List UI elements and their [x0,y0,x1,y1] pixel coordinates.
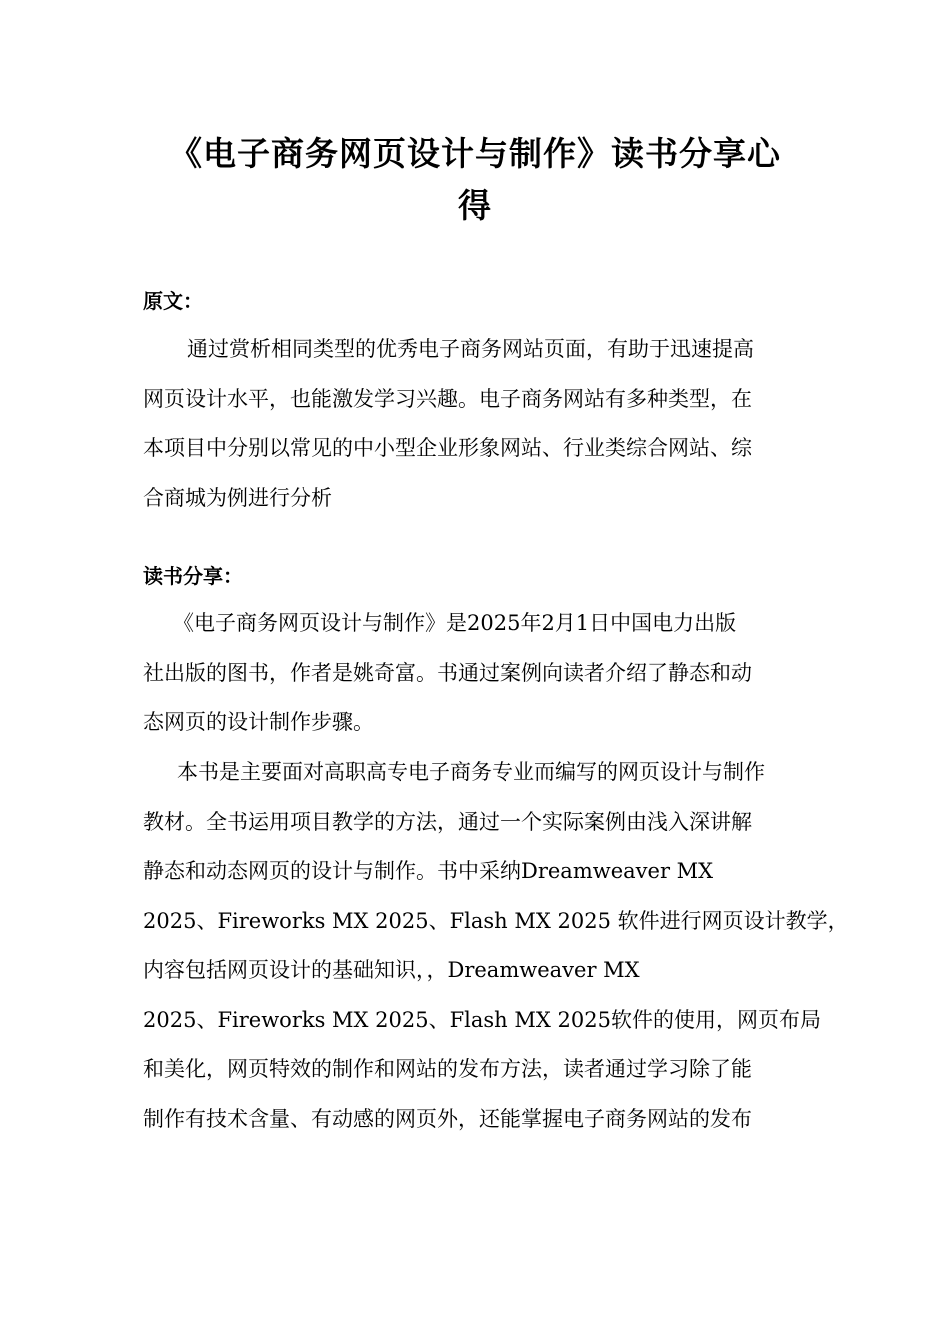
text-line: 合商城为例进行分析 [143,485,332,510]
title-line: 得 [458,186,492,225]
text-line: 2025、Fireworks MX 2025、Flash MX 2025软件的使用，网页布局 [143,1007,821,1032]
text-line: 态网页的设计制作步骤。 [143,710,374,734]
text-line: 和美化，网页特效的制作和网站的发布方法，读者通过学习除了能 [143,1057,752,1081]
text-line: 教材。全书运用项目教学的方法，通过一个实际案例由浅入深讲解 [143,809,752,834]
text-line: 内容包括网页设计的基础知识，，Dreamweaver MX [143,958,640,982]
original-heading: 原文： [143,289,203,313]
text-line: 通过赏析相同类型的优秀电子商务网站页面，有助于迅速提高 [187,337,754,361]
title-line: 《电子商务网页设计与制作》读书分享心 [169,134,781,173]
text-line: 《电子商务网页设计与制作》是2025年2月1日中国电力出版 [173,611,737,635]
text-line: 本项目中分别以常见的中小型企业形象网站、行业类综合网站、综 [143,436,752,460]
text-line: 社出版的图书，作者是姚奇富。书通过案例向读者介绍了静态和动 [143,660,752,685]
text-line: 本书是主要面对高职高专电子商务专业而编写的网页设计与制作 [177,760,765,784]
original-paragraph [143,325,754,523]
text-line: 制作有技术含量、有动感的网页外，还能掌握电子商务网站的发布 [143,1106,752,1131]
text-line: 网页设计水平，也能激发学习兴趣。电子商务网站有多种类型，在 [143,386,752,411]
document-title [120,128,830,232]
share-heading: 读书分享： [143,564,243,588]
text-line: 静态和动态网页的设计与制作。书中采纳Dreamweaver MX [143,859,714,883]
text-line: 2025、Fireworks MX 2025、Flash MX 2025 软件进行网页设计教学， [143,908,849,933]
share-paragraph-1 [143,599,752,748]
share-paragraph-2 [143,748,849,1144]
